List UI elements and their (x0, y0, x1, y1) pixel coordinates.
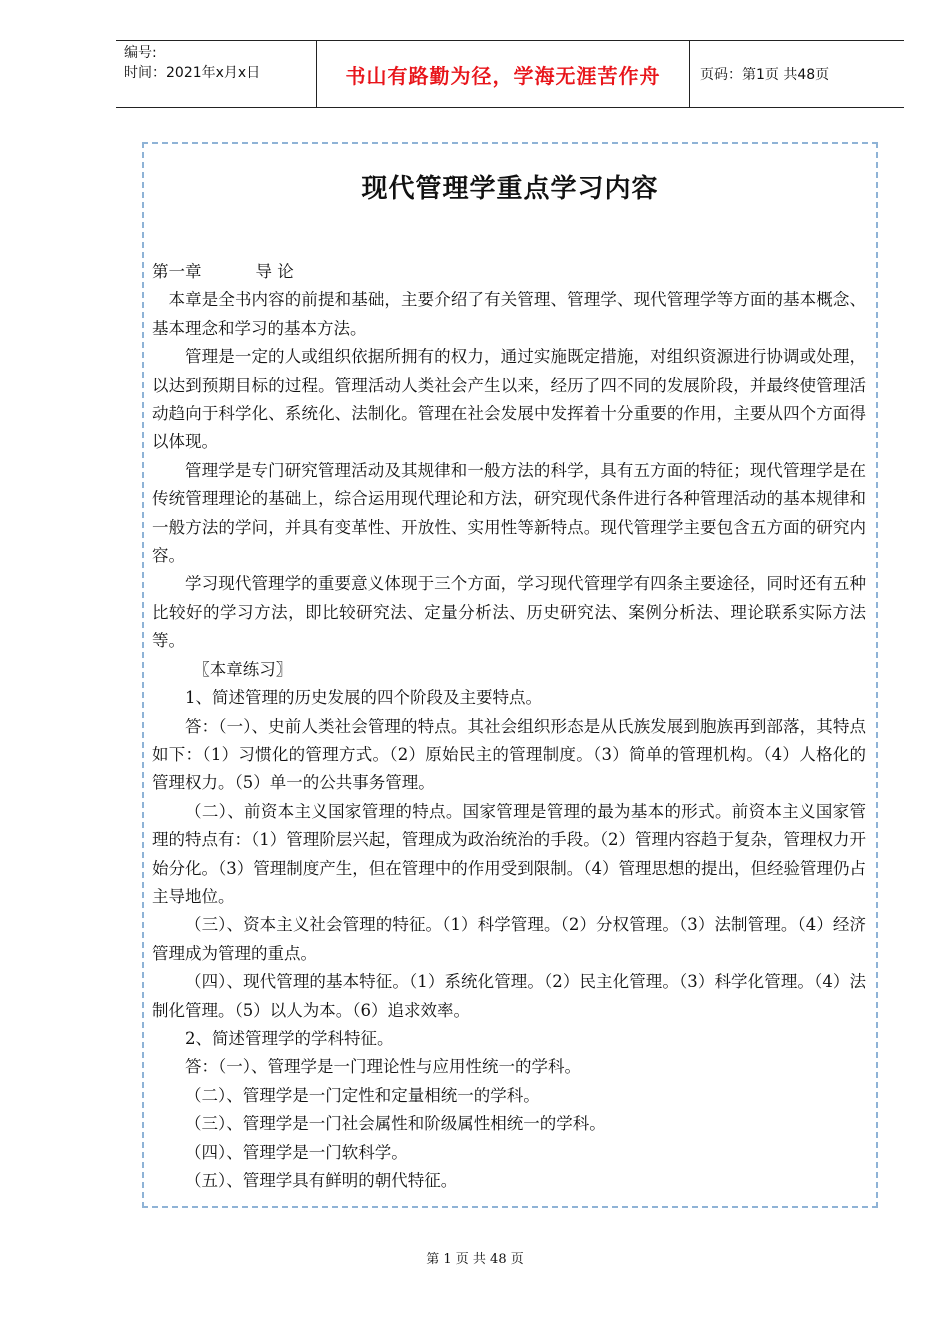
header-meta-cell (116, 41, 316, 107)
page-footer: 第 1 页 共 48 页 (426, 1252, 524, 1267)
paragraph: 管理是一定的人或组织依据所拥有的权力，通过实施既定措施，对组织资源进行协调或处理，以达到预期目标的过程。管理活动人类社会产生以来，经历了四不同的发展阶段，并最终使管理活动趋向于科学化、系统化、法制化。管理在社会发展中发挥着十分重要的作用，主要从四个方面得以体现。 (152, 347, 866, 452)
answer: 答：（一）、史前人类社会管理的特点。其社会组织形态是从氏族发展到胞族再到部落，其特点如下：（1）习惯化的管理方式。（2）原始民主的管理制度。（3）简单的管理机构。（4）人格化的管理权力。（5）单一的公共事务管理。 (152, 716, 866, 793)
header-motto: 书山有路勤为径，学海无涯苦作舟 (316, 41, 690, 107)
answer: 答：（一）、管理学是一门理论性与应用性统一的学科。 (185, 1057, 581, 1077)
chapter-name: 导 论 (255, 262, 294, 281)
time-label: 时间：2021年x月x日 (124, 65, 261, 81)
header-page-info: 页码：第1页 共48页 (700, 67, 830, 83)
document-title: 现代管理学重点学习内容 (361, 174, 659, 204)
question: 1、简述管理的历史发展的四个阶段及主要特点。 (185, 688, 542, 708)
answer: （二）、前资本主义国家管理的特点。国家管理是管理的最为基本的形式。前资本主义国家管理的特点有：（1）管理阶层兴起，管理成为政治统治的手段。（2）管理内容趋于复杂，管理权力开始分化。（3）管理制度产生，但在管理中的作用受到限制。（4）管理思想的提出，但经验管理仍占主导地位。 (152, 801, 866, 906)
answer: （四）、现代管理的基本特征。（1）系统化管理。（2）民主化管理。（3）科学化管理。（4）法制化管理。（5）以人为本。（6）追求效率。 (152, 972, 866, 1020)
paragraph: 本章是全书内容的前提和基础，主要介绍了有关管理、管理学、现代管理学等方面的基本概念、基本理念和学习的基本方法。 (152, 290, 866, 338)
paragraph: 管理学是专门研究管理活动及其规律和一般方法的科学，具有五方面的特征；现代管理学是在传统管理理论的基础上，综合运用现代理论和方法，研究现代条件进行各种管理活动的基本规律和一般方法的学问，并具有变革性、开放性、实用性等新特点。现代管理学主要包含五方面的研究内容。 (152, 460, 866, 566)
answer: （三）、资本主义社会管理的特征。（1）科学管理。（2）分权管理。（3）法制管理。（4）经济管理成为管理的重点。 (152, 915, 866, 963)
answer: （二）、管理学是一门定性和定量相统一的学科。 (185, 1085, 540, 1105)
question: 2、简述管理学的学科特征。 (185, 1028, 394, 1048)
chapter-heading (152, 258, 866, 286)
exercise-heading: 〖本章练习〗 (193, 659, 293, 679)
chapter-number: 第一章 (152, 262, 202, 281)
answer: （四）、管理学是一门软科学。 (185, 1142, 408, 1162)
header-table (116, 40, 904, 108)
content-frame (142, 142, 878, 1208)
serial-label: 编号: (124, 45, 157, 61)
answer: （五）、管理学具有鲜明的朝代特征。 (185, 1171, 458, 1190)
answer: （三）、管理学是一门社会属性和阶级属性相统一的学科。 (185, 1114, 606, 1134)
document-body (152, 258, 866, 1195)
paragraph: 学习现代管理学的重要意义体现于三个方面，学习现代管理学有四条主要途径，同时还有五种比较好的学习方法，即比较研究法、定量分析法、历史研究法、案例分析法、理论联系实际方法等。 (152, 574, 866, 651)
